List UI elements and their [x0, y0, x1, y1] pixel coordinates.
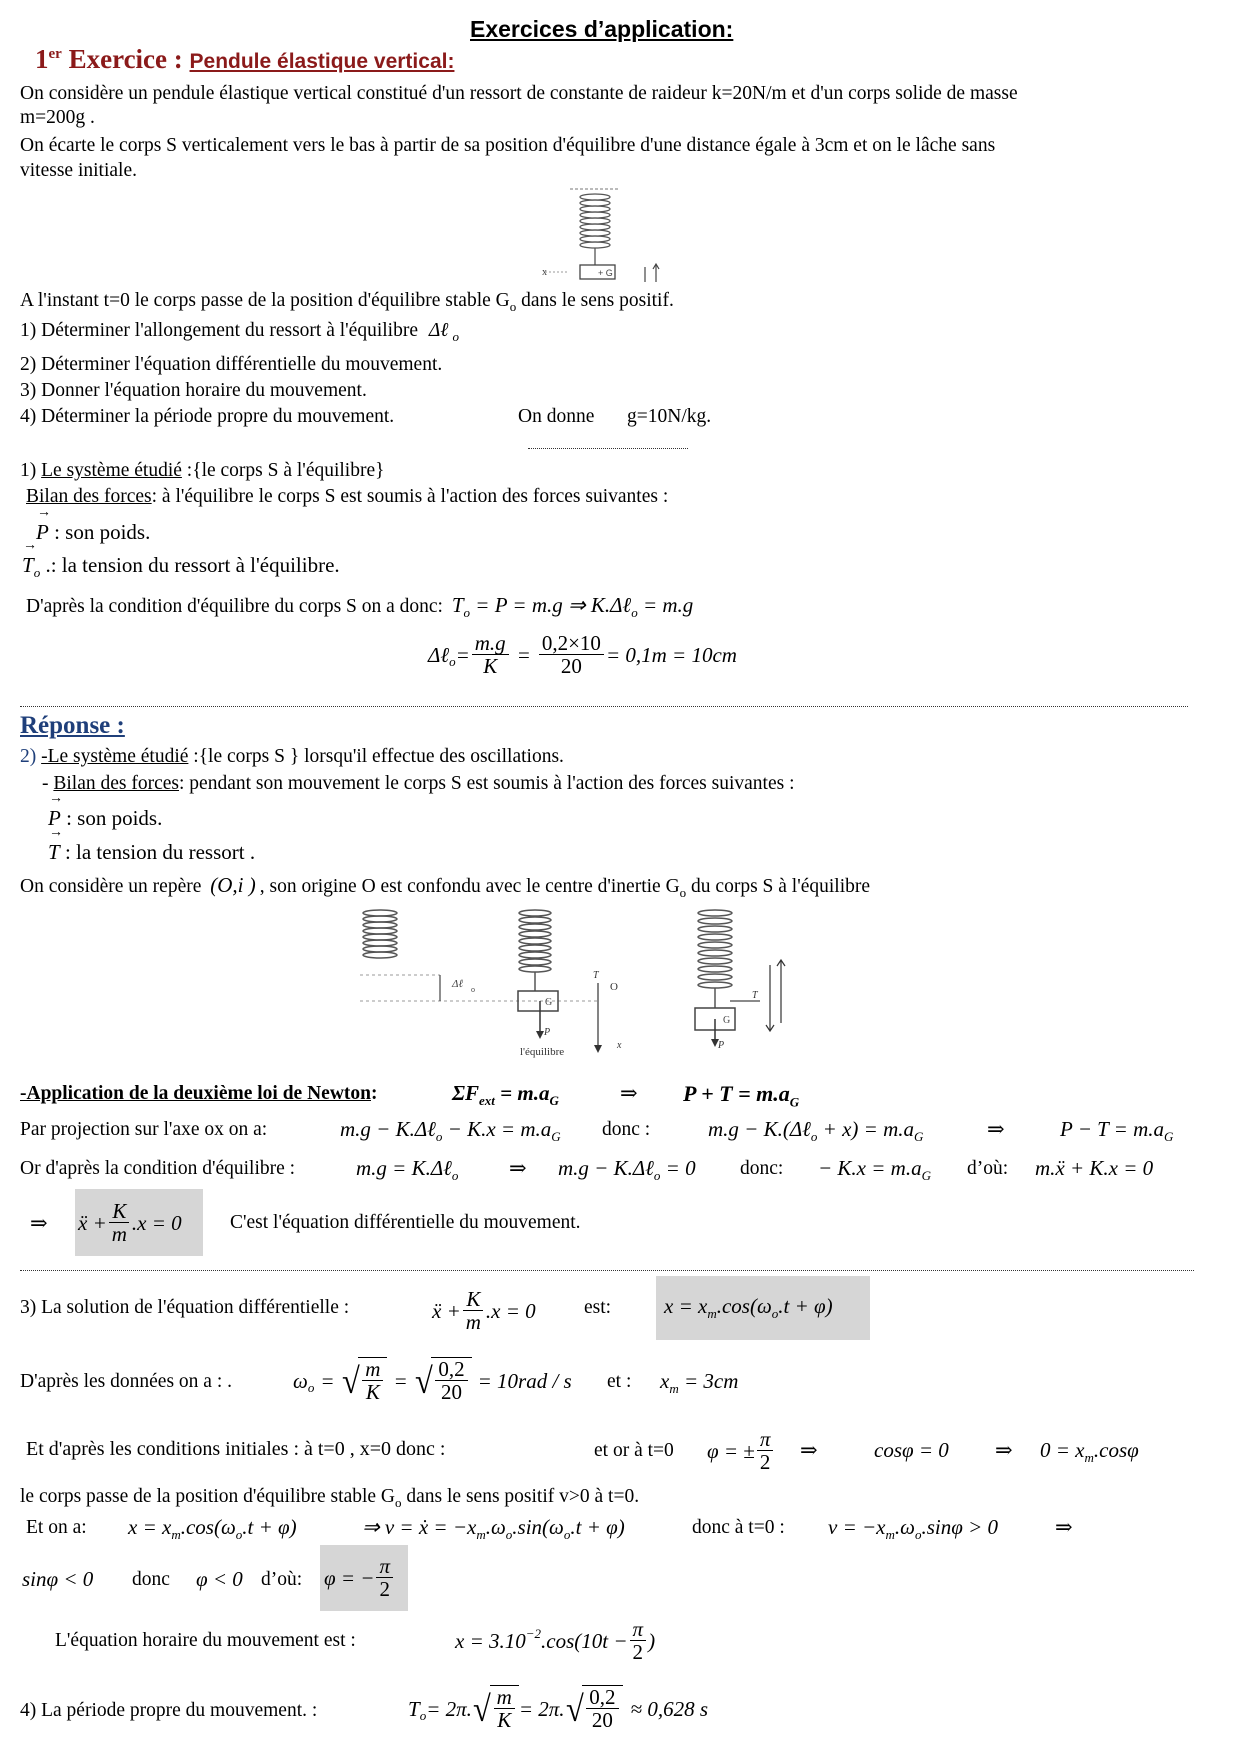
or-donc: donc:: [740, 1158, 784, 1179]
horaire-eq: x = 3.10 $^{-2}$ .cos(10t − $\frac{\pi}{2}$ ): [455, 1616, 656, 1664]
r-l1-num: 2): [20, 746, 42, 767]
reponse-title: Réponse :: [20, 712, 125, 739]
spring-figure-1: [540, 185, 670, 285]
repere-b: , son origine O est confondu avec le centre d'inertie G: [259, 876, 680, 897]
page-title: Exercices d’application:: [470, 16, 734, 42]
part3-line1: 3) La solution de l'équation différentielle :: [20, 1297, 350, 1318]
diff-text: C'est l'équation différentielle du mouvement.: [230, 1212, 581, 1233]
answer1-forces: [26, 486, 668, 508]
period-eq: T $_o$ = 2π. √ $\frac{m}{K}$ = 2π. √ $\frac{0,2}{20}$ ≈ 0,628 s: [408, 1685, 708, 1733]
ci-impl1: ⇒: [800, 1438, 818, 1462]
eton-eq3: $v = -x_m.\omega_o.\sin\varphi > 0$: [828, 1515, 998, 1543]
donc-t0: donc à t=0 :: [692, 1517, 785, 1538]
eton-eq2: ⇒ v = ẋ = $-x_m.\omega_o.\sin(\omega_o.t + \varphi)$: [362, 1515, 625, 1543]
r-vector-p: → P: [48, 806, 61, 831]
exercise-topic: Pendule élastique vertical:: [189, 50, 455, 73]
given-value: g=10N/kg.: [627, 406, 712, 427]
g-label-2: G: [545, 997, 553, 1008]
diff-impl: ⇒: [30, 1211, 48, 1235]
answer1-system: [20, 460, 384, 482]
eton-label: Et on a:: [26, 1517, 87, 1538]
ci-or: et or à t=0: [594, 1440, 674, 1461]
or-text: Or d'après la condition d'équilibre :: [20, 1158, 296, 1179]
answer1-force-t: [22, 553, 340, 581]
t-label-3: T: [752, 990, 758, 1001]
p-label-2: P: [544, 1027, 551, 1038]
newton-line: [20, 1083, 378, 1105]
res-lhs: Δℓ: [428, 642, 450, 667]
repere-a: On considère un repère: [20, 876, 202, 897]
t0-text: .: la tension du ressort à l'équilibre.: [40, 553, 340, 577]
or-eq2: m.g − K.Δℓ$_o$ = 0: [558, 1156, 696, 1184]
r-l2-u: Bilan des forces: [53, 773, 180, 794]
data-et: et :: [607, 1371, 632, 1392]
o-label: O: [610, 981, 618, 993]
exercise-word: Exercice :: [68, 44, 183, 74]
reponse-line2: [42, 773, 795, 795]
x-label: x: [617, 1040, 622, 1051]
or-impl: ⇒: [509, 1156, 527, 1180]
t0-sub: o: [33, 565, 41, 581]
part3-diff-eq: ẍ + $\frac{K}{m}$ .x = 0: [432, 1286, 536, 1334]
eton-impl: ⇒: [1055, 1515, 1073, 1539]
res-eq: =: [455, 642, 470, 667]
exercise-sup: er: [48, 46, 62, 62]
r-p-text: : son poids.: [60, 806, 163, 830]
answer1-force-p: [36, 520, 150, 545]
a1-system-u: Le système étudié: [41, 460, 182, 481]
reponse-line1: [20, 746, 564, 768]
a1-system-rest: :{le corps S à l'équilibre}: [181, 460, 385, 481]
pass-text: le corps passe de la position d'équilibre stable $G_o$ dans le sens positif v>0 à t=0.: [20, 1486, 640, 1510]
a1-num: 1): [20, 460, 42, 481]
statement-p1: On considère un pendule élastique vertical constitué d'un ressort de constante de raideur k=20N/m et d'un corps solide de masse: [20, 83, 1018, 104]
p3-text: A l'instant t=0 le corps passe de la position d'équilibre stable G: [20, 290, 510, 311]
sin-neg: sinφ < 0: [22, 1567, 94, 1591]
dotted-separator-2: [20, 706, 1188, 707]
delta-sub: o: [471, 985, 475, 994]
part4-text: 4) La période propre du mouvement. :: [20, 1700, 318, 1721]
vector-t0: → T: [22, 553, 34, 578]
horaire-text: L'équation horaire du mouvement est :: [55, 1630, 356, 1651]
frac-numeric: $\frac{0,2\times 10}{20}$: [539, 632, 604, 678]
or-eq3: − $K.x = m.a_G$: [818, 1156, 931, 1184]
a1-forces-u: Bilan des forces: [26, 486, 152, 507]
r-vector-t: → T: [48, 840, 60, 865]
p3-end: dans le sens positif.: [516, 290, 674, 311]
phi-result: φ = − $\frac{\pi}{2}$: [324, 1547, 395, 1609]
spring-2: [519, 910, 551, 972]
newton-colon: :: [371, 1083, 378, 1104]
part3-solution: $x = x_m.\cos(\omega_o.t + \varphi)$: [664, 1294, 833, 1322]
vector-p: → P: [36, 520, 49, 545]
sin-donc: donc: [132, 1569, 170, 1590]
r-l1-u: -Le système étudié: [41, 746, 189, 767]
newton-title: -Application de la deuxième loi de Newton: [20, 1083, 371, 1104]
projection-eq2: m.g − K.(Δℓ$_o$ + $x) = m.a_G$: [708, 1117, 924, 1145]
question-3: 3) Donner l'équation horaire du mouvement.: [20, 380, 367, 401]
spring-1: [363, 910, 397, 958]
answer1-condition: [26, 593, 693, 621]
or-eq4: m.ẍ + K.x = 0: [1035, 1156, 1154, 1180]
repere-c: du corps S à l'équilibre: [686, 876, 871, 897]
delta-label: Δℓ: [452, 978, 464, 990]
a1-forces-rest: : à l'équilibre le corps S est soumis à l'action des forces suivantes :: [151, 486, 669, 507]
eq-label: l'équilibre: [520, 1046, 565, 1058]
svg-text:+ G: + G: [598, 268, 613, 278]
part3-est: est:: [584, 1297, 612, 1318]
data-text: D'après les données on a : .: [20, 1371, 232, 1392]
projection-donc: donc :: [602, 1119, 651, 1140]
r-l1-rest: :{le corps S } lorsqu'il effectue des oscillations.: [188, 746, 564, 767]
exercise-heading: [35, 44, 454, 75]
answer1-result: Δℓ $_o$ = $\frac{m.g}{K}$ = $\frac{0,2\times 10}{20}$ = 0,1m = 10cm: [428, 631, 737, 679]
ci-cos: cosφ = 0: [874, 1438, 949, 1462]
reponse-repere: [20, 873, 870, 901]
diff-eq: ẍ + $\frac{K}{m}$ .x = 0: [78, 1198, 182, 1246]
xm-eq: $x_m = 3cm$: [660, 1369, 739, 1397]
eton-eq1: $x = x_m.\cos(\omega_o.t + \varphi)$: [128, 1515, 297, 1543]
projection-eq3: $P - T = m.a_G$: [1060, 1117, 1174, 1145]
r-l2-rest: : pendant son mouvement le corps S est soumis à l'action des forces suivantes :: [179, 773, 795, 794]
ci-last: $0 = x_m.\cos\varphi$: [1040, 1438, 1139, 1466]
newton-vector-eq: $P + T = m.a_G$: [683, 1081, 800, 1110]
omega-eq: ω $_o$ = √ $\frac{m}{K}$ = √ $\frac{0,2}{20}$ = 10rad / s: [293, 1357, 572, 1405]
ci-phi: φ = ± $\frac{\pi}{2}$: [707, 1420, 775, 1482]
p-label-3: P: [718, 1040, 725, 1051]
projection-eq1: m.g − K.Δℓ$_o$ − $K.x = m.a_G$: [340, 1117, 561, 1145]
sin-dou: d’où:: [261, 1569, 303, 1590]
r-t-text: : la tension du ressort .: [59, 840, 256, 864]
newton-impl: ⇒: [620, 1081, 638, 1105]
projection-text: Par projection sur l'axe ox on a:: [20, 1119, 268, 1140]
spring-3: [698, 910, 732, 988]
phi-neg: φ < 0: [196, 1567, 243, 1591]
repere-math: (O,i ): [210, 873, 256, 897]
repere-sub: o: [679, 884, 687, 900]
statement-p3: [20, 290, 674, 315]
p3-sub: o: [509, 298, 517, 314]
dotted-separator-1: [528, 448, 688, 449]
ci-impl2: ⇒: [995, 1438, 1013, 1462]
t-label-2: T: [593, 970, 599, 981]
q1-math: Δℓ $_o$: [428, 320, 459, 344]
res-end: = 0,1m = 10cm: [605, 642, 737, 667]
question-1: [20, 320, 459, 345]
spring-coil: [580, 194, 610, 248]
statement-p1b: m=200g .: [20, 107, 95, 128]
axis-x-label: x: [542, 267, 547, 278]
r-l2-pre: -: [42, 773, 54, 794]
question-2: 2) Déterminer l'équation différentielle du mouvement.: [20, 354, 443, 375]
projection-impl: ⇒: [987, 1117, 1005, 1141]
frac-mg-k: $\frac{m.g}{K}$: [472, 632, 509, 678]
given-label: On donne: [518, 406, 595, 427]
exercise-number: 1: [35, 44, 49, 74]
newton-sum: $\Sigma F_{ext} = m.a_G$: [452, 1081, 559, 1109]
p-text: : son poids.: [48, 520, 151, 544]
cond-text: D'après la condition d'équilibre du corps S on a donc:: [26, 596, 443, 617]
cond-math: $T_o = P = m.g$ ⇒ K.Δℓ$_o$ = m.g: [451, 593, 694, 621]
ci-text: Et d'après les conditions initiales : à t=0 , x=0 donc :: [26, 1438, 446, 1460]
statement-p2b: vitesse initiale.: [20, 160, 137, 181]
spring-figure-2: [340, 905, 880, 1075]
q1-text: 1) Déterminer l'allongement du ressort à l'équilibre: [20, 320, 418, 341]
reponse-force-t: [48, 840, 255, 865]
statement-p2: On écarte le corps S verticalement vers le bas à partir de sa position d'équilibre d'une distance égale à 3cm et on le lâche sans: [20, 135, 996, 156]
question-4: 4) Déterminer la période propre du mouvement.: [20, 406, 395, 427]
or-eq1: m.g = K.Δℓ$_o$: [356, 1156, 459, 1184]
dotted-separator-3: [20, 1270, 1194, 1271]
or-dou: d’où:: [967, 1158, 1009, 1179]
reponse-force-p: [48, 806, 162, 831]
res-lhs-sub: o: [449, 654, 456, 670]
g-label-3: G: [723, 1015, 731, 1026]
